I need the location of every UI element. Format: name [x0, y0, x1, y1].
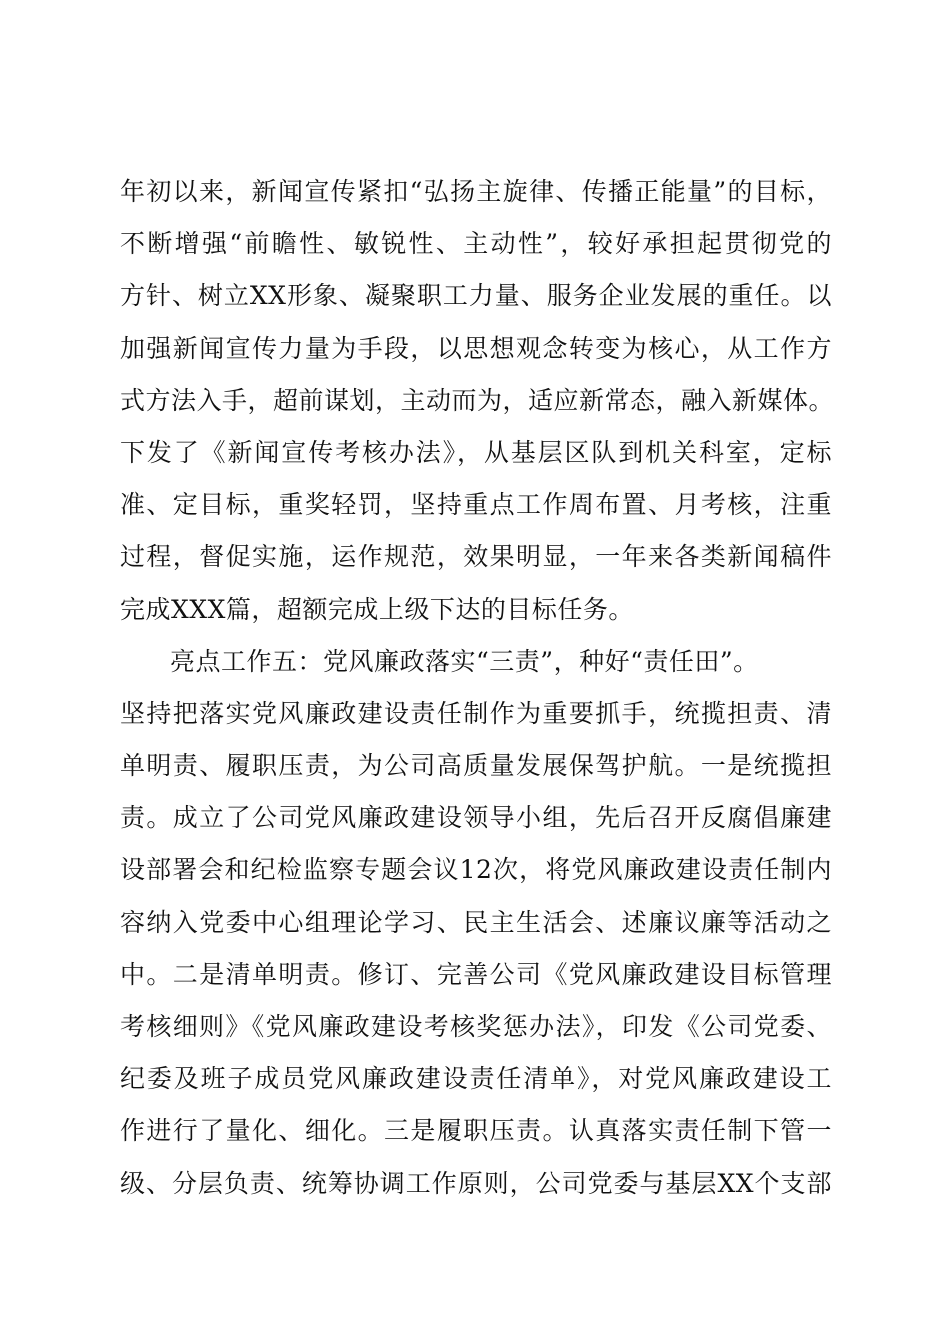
text-line: 纪委及班子成员党风廉政建设责任清单》，对党风廉政建设工 — [120, 1064, 832, 1094]
text-line: 容纳入党委中心组理论学习、民主生活会、述廉议廉等活动之 — [120, 907, 832, 937]
text-line: 过程，督促实施，运作规范，效果明显，一年来各类新闻稿件 — [120, 542, 832, 572]
text-line: 考核细则》《党风廉政建设考核奖惩办法》，印发《公司党委、 — [120, 1012, 832, 1041]
text-line: 加强新闻宣传力量为手段，以思想观念转变为核心，从工作方 — [120, 333, 832, 363]
text-line: 方针、树立XX形象、凝聚职工力量、服务企业发展的重任。以 — [120, 281, 832, 311]
text-line: 级、分层负责、统筹协调工作原则，公司党委与基层XX个支部 — [120, 1168, 832, 1198]
text-line: 完成XXX篇，超额完成上级下达的目标任务。 — [120, 594, 634, 624]
text-line: 下发了《新闻宣传考核办法》，从基层区队到机关科室，定标 — [120, 437, 832, 467]
text-line: 年初以来，新闻宣传紧扣“弘扬主旋律、传播正能量”的目标， — [120, 177, 832, 206]
text-line: 作进行了量化、细化。三是履职压责。认真落实责任制下管一 — [120, 1116, 832, 1146]
text-line: 责。成立了公司党风廉政建设领导小组，先后召开反腐倡廉建 — [120, 803, 832, 833]
text-line: 中。二是清单明责。修订、完善公司《党风廉政建设目标管理 — [120, 959, 832, 989]
text-line: 设部署会和纪检监察专题会议12次，将党风廉政建设责任制内 — [120, 855, 832, 885]
text-line: 不断增强“前瞻性、敏锐性、主动性”，较好承担起贯彻党的 — [120, 229, 832, 259]
text-line: 式方法入手，超前谋划，主动而为，适应新常态，融入新媒体。 — [120, 385, 835, 415]
section-heading: 亮点工作五：党风廉政落实“三责”，种好“责任田”。 — [170, 646, 759, 676]
body-text — [120, 166, 835, 1210]
text-line: 准、定目标，重奖轻罚，坚持重点工作周布置、月考核，注重 — [120, 490, 832, 520]
text-line: 坚持把落实党风廉政建设责任制作为重要抓手，统揽担责、清 — [120, 698, 832, 728]
text-line: 单明责、履职压责，为公司高质量发展保驾护航。一是统揽担 — [120, 751, 832, 781]
